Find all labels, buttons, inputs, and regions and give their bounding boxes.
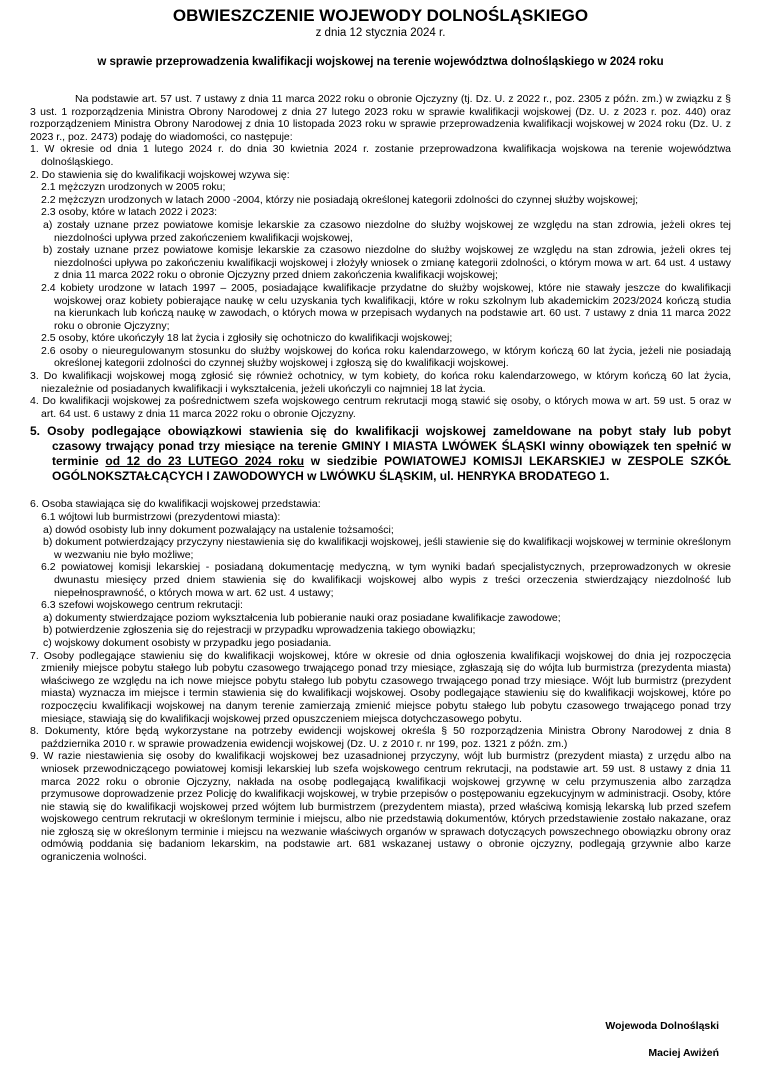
point-1: 1. W okresie od dnia 1 lutego 2024 r. do dnia 30 kwietnia 2024 r. zostanie przeprowadzona kwalifikacja wojskowa na terenie województwa dolnośląskiego.	[30, 143, 731, 168]
document-title: OBWIESZCZENIE WOJEWODY DOLNOŚLĄSKIEGO	[172, 6, 589, 25]
point-2-4: 2.4 kobiety urodzone w latach 1997 – 2005, posiadające kwalifikacje przydatne do służby wojskowej, które nie stawały jeszcze do kwalifikacji wojskowej oraz kobiety pobierające naukę w celu uzyskania tych kwalifikacji, które w roku szkolnym lub akademickim 2023/2024 kończą studia na kierunkach lub kończą naukę w zawodach, o których mowa w przepisach wydanych na podstawie art. 60 ust. 7 ustawy z dnia 11 marca 2022 roku o obronie Ojczyzny;	[41, 281, 731, 332]
point-6-1-a: a) dowód osobisty lub inny dokument pozwalający na ustalenie tożsamości;	[43, 523, 394, 536]
point-5-part1: 5. Osoby podlegające obowiązkowi stawienia się do kwalifikacji wojskowej zameldowane na pobyt stały lub pobyt czasowy trwający ponad trzy miesiące na terenie GMINY I MIASTA LWÓWEK ŚLĄSKI winny obowiązek ten spełnić w terminie	[30, 424, 731, 469]
point-6-lead: 6. Osoba stawiająca się do kwalifikacji wojskowej przedstawia:	[30, 498, 321, 511]
document-subject: w sprawie przeprowadzenia kwalifikacji wojskowej na terenie województwa dolnośląskiego w 2024 roku	[97, 56, 664, 68]
point-2-2: 2.2 mężczyzn urodzonych w latach 2000 -2004, którzy nie posiadają określonej kategorii zdolności do czynnej służby wojskowej;	[41, 193, 639, 206]
signature-name: Maciej Awiżeń	[648, 1047, 719, 1059]
point-6-2: 6.2 powiatowej komisji lekarskiej - posiadaną dokumentację medyczną, w tym wyniki badań specjalistycznych, przeprowadzonych w okresie dwunastu miesięcy przed dniem stawienia się do kwalifikacji wojskowej albo wypis z treści orzeczenia stwierdzający niezdolność lub niepełnosprawność, o których mowa w art. 62 ust. 4 ustawy;	[41, 561, 731, 599]
signature-role: Wojewoda Dolnośląski	[605, 1020, 719, 1032]
intro-paragraph: Na podstawie art. 57 ust. 7 ustawy z dnia 11 marca 2022 roku o obronie Ojczyzny (tj. Dz. U. z 2022 r., poz. 2305 z późn. zm.) w związku z § 3 ust. 1 rozporządzenia Ministra Obrony Narodowej z dnia 27 lutego 2023 roku w sprawie kwalifikacji wojskowej (Dz. U. z 2023 r. poz. 440) oraz rozporządzeniem Ministra Obrony Narodowej z dnia 10 listopada 2023 roku w sprawie przeprowadzenia kwalifikacji wojskowej w 2024 roku (Dz. U. z 2023 r., poz. 2473) podaję do wiadomości, co następuje:	[30, 93, 731, 143]
document-date: z dnia 12 stycznia 2024 r.	[315, 27, 446, 39]
point-2-6: 2.6 osoby o nieuregulowanym stosunku do służby wojskowej do końca roku kalendarzowego, w którym kończą 60 lat życia, jeżeli nie posiadają określonej kategorii zdolności do czynnej służby wojskowej i zgłoszą się do kwalifikacji wojskowej.	[41, 344, 731, 370]
point-6-3-b: b) potwierdzenie zgłoszenia się do rejestracji w przypadku wprowadzenia takiego obowiązku;	[43, 624, 476, 637]
point-7: 7. Osoby podlegające stawieniu się do kwalifikacji wojskowej, które w okresie od dnia ogłoszenia kwalifikacji wojskowej do dnia jej rozpoczęcia zmieniły miejsce pobytu stałego lub pobytu czasowego trwającego ponad trzy miesiące, zgłaszają się do wójta lub burmistrza (prezydenta miasta) właściwego ze względu na ich nowe miejsce pobytu stałego lub pobytu czasowego trwającego ponad trzy miesiące. Wójt lub burmistrz (prezydent miasta) wyznacza im miejsce i termin stawienia się do kwalifikacji wojskowej. Osoby podlegające stawieniu się do kwalifikacji wojskowej, które po rozpoczęciu kwalifikacji wojskowej na danym terenie zamierzają zmienić miejsce pobytu stałego lub pobytu czasowego trwającego ponad trzy miesiące, stawiają się do kwalifikacji wojskowej przed opuszczeniem miejsca dotychczasowego pobytu.	[30, 649, 731, 725]
spacer	[30, 484, 731, 498]
point-2-3: 2.3 osoby, które w latach 2022 i 2023:	[41, 206, 218, 219]
point-6-3: 6.3 szefowi wojskowego centrum rekrutacji:	[41, 599, 243, 612]
point-3: 3. Do kwalifikacji wojskowej mogą zgłosić się również ochotnicy, w tym kobiety, do końca roku kalendarzowego, w którym kończą 60 lat życia, niezależnie od posiadanych kwalifikacji i wykształcenia, jeżeli ukończyli co najmniej 18 lat życia.	[30, 370, 731, 395]
point-6-3-c: c) wojskowy dokument osobisty w przypadku jego posiadania.	[43, 636, 332, 649]
point-2-3-a: a) zostały uznane przez powiatowe komisje lekarskie za czasowo niezdolne do służby wojskowej ze względu na stan zdrowia, jeżeli okres tej niezdolności upływa przed zakończeniem kwalifikacji wojskowej,	[43, 218, 731, 244]
point-2-1: 2.1 mężczyzn urodzonych w 2005 roku;	[41, 181, 226, 194]
point-9: 9. W razie niestawienia się osoby do kwalifikacji wojskowej bez uzasadnionej przyczyny, wójt lub burmistrz (prezydent miasta) z urzędu albo na wniosek przewodniczącego powiatowej komisji lekarskiej lub szefa wojskowego centrum rekrutacji, na podstawie art. 59 ust. 8 ustawy z dnia 11 marca 2022 roku o obronie Ojczyzny, nakłada na osobę podlegającą kwalifikacji wojskowej grzywnę w celu przymuszenia albo zarządza przymusowe doprowadzenie przez Policję do kwalifikacji wojskowej, w trybie przepisów o postępowaniu egzekucyjnym w administracji. Osoby, które nie stawią się do kwalifikacji wojskowej przed wójtem lub burmistrzem (prezydentem miasta), przed właściwą komisją lekarską lub przed szefem wojskowego centrum rekrutacji w określonym terminie i miejscu, albo nie przedstawią dokumentów, których przedstawienie zostało nakazane, oraz nie zgłoszą się w określonym terminie i miejscu na wezwanie właściwych organów w sprawach dotyczących powszechnego obowiązku obrony oraz odmówią poddania się badaniom lekarskim, na podstawie art. 681 wskazanej ustawy o obronie ojczyzny, podlegają grzywnie albo karze ograniczenia wolności.	[30, 750, 731, 864]
point-6-3-a: a) dokumenty stwierdzające poziom wykształcenia lub pobieranie nauki oraz posiadane kwalifikacje zawodowe;	[43, 611, 561, 624]
point-6-1: 6.1 wójtowi lub burmistrzowi (prezydentowi miasta):	[41, 511, 281, 524]
point-2-lead: 2. Do stawienia się do kwalifikacji wojskowej wzywa się:	[30, 168, 290, 181]
point-2-3-b: b) zostały uznane przez powiatowe komisje lekarskie za czasowo niezdolne do służby wojskowej ze względu na stan zdrowia, jeżeli okres tej niezdolności upływa po zakończeniu kwalifikacji wojskowej i złożyły wniosek o zmianę kategorii zdolności, o którym mowa w art. 64 ust. 4 ustawy z dnia 11 marca 2022 roku o obronie Ojczyzny przed dniem zakończenia kwalifikacji wojskowej;	[43, 244, 731, 282]
point-5	[30, 424, 731, 484]
point-5-term: od 12 do 23 LUTEGO 2024 roku	[105, 454, 305, 469]
point-2	[30, 169, 731, 371]
point-8: 8. Dokumenty, które będą wykorzystane na potrzeby ewidencji wojskowej określa § 50 rozporządzenia Ministra Obrony Narodowej z dnia 8 października 2010 r. w sprawie prowadzenia ewidencji wojskowej (Dz. U. z 2010 r. nr 199, poz. 1321 z późn. zm.)	[30, 725, 731, 750]
point-5-part2: w siedzibie POWIATOWEJ KOMISJI LEKARSKIEJ w ZESPOLE SZKÓŁ OGÓLNOKSZTAŁCĄCYCH I ZAWODOWYCH w LWÓWKU ŚLĄSKIM, ul. HENRYKA BRODATEGO 1.	[52, 454, 732, 484]
point-6-1-b: b) dokument potwierdzający przyczyny niestawienia się do kwalifikacji wojskowej, jeśli stawienie się do kwalifikacji wojskowej w terminie określonym w wezwaniu nie było możliwe;	[43, 536, 731, 561]
point-2-5: 2.5 osoby, które ukończyły 18 lat życia i zgłosiły się ochotniczo do kwalifikacji wojskowej;	[41, 332, 453, 345]
point-4: 4. Do kwalifikacji wojskowej za pośrednictwem szefa wojskowego centrum rekrutacji mogą stawić się osoby, o których mowa w art. 59 ust. 5 oraz w art. 64 ust. 6 ustawy z dnia 11 marca 2022 roku o obronie Ojczyzny.	[30, 395, 731, 420]
point-6	[30, 498, 731, 649]
